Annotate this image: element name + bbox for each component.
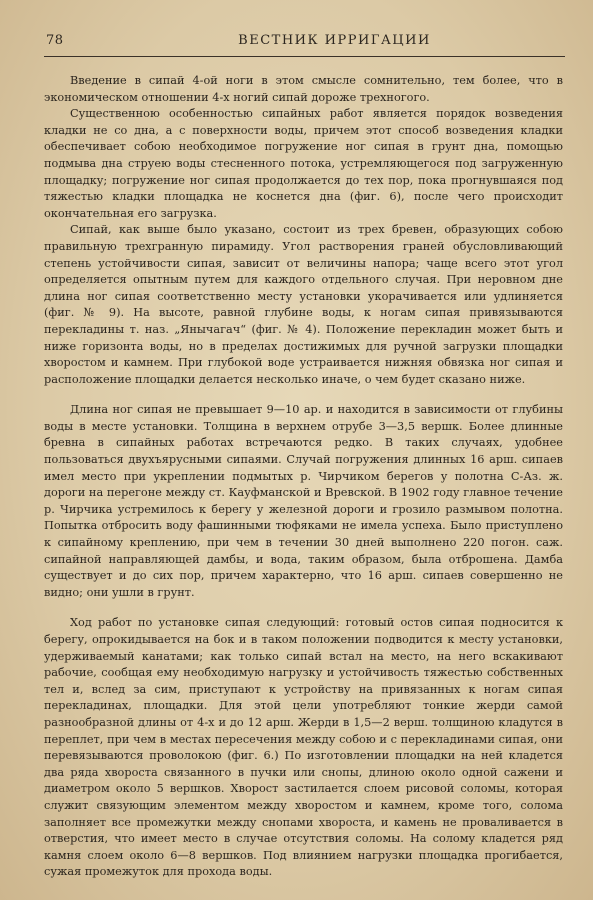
paragraph: Длина ног сипая не превышает 9—10 ар. и находится в зависимости от глубины воды в месте установки. Толщина в верхнем отрубе 3—3,5 вершк. Более длинные бревна в сипайных работах встречаются редко. В таких случаях, удобнее пользоваться двухъярусными сипаями. Случай погружения длинных 16 арш. сипаев имел место при укреплении подмытых р. Чирчиком берегов у полотна С-Аз. ж. дороги на перегоне между ст. Кауфманской и Вревской. В 1902 году главное течение р. Чирчика устремилось к берегу у железной дороги и грозило размывом полотна. Попытка отбросить воду фашинными тюфяками не имела успеха. Было приступлено к сипайному креплению, при чем в течении 30 дней выполнено 220 погон. саж. сипайной направляющей дамбы, и вода, таким образом, была отброшена. Дамба существует и до сих пор, причем характерно, что 16 арш. сипаев совершенно не видно; они ушли в грунт. [44, 403, 563, 599]
page-header [44, 28, 565, 57]
paragraph: Введение в сипай 4-ой ноги в этом смысле сомнительно, тем более, что в экономическом отношении 4-х ногий сипай дороже трехногого. [44, 74, 563, 104]
page-number: 78 [46, 33, 64, 48]
paragraph: Ход работ по установке сипая следующий: готовый остов сипая подносится к берегу, опрокидывается на бок и в таком положении подводится к месту установки, удерживаемый канатами; как только сипай встал на место, на него вскакивают рабочие, сообщая ему необходимую нагрузку и устойчивость тяжестью собственных тел и, вслед за сим, приступают к устройству на привязанных к ногам сипая перекладинах, площадки. Для этой цели употребляют тонкие жерди самой разнообразной длины от 4-х и до 12 арш. Жерди в 1,5—2 верш. толщиною кладутся в переплет, при чем в местах пересечения между собою и с перекладинами сипая, они перевязываются проволокою (фиг. 6.) По изготовлении площадки на ней кладется два ряда хвороста связанного в пучки или снопы, длиною около одной сажени и диаметром около 5 вершков. Хворост застилается слоем рисовой соломы, которая служит связующим элементом между хворостом и камнем, кроме того, солома заполняет все промежутки между снопами хвороста, и камень не проваливается в отверстия, что имеет место в случае отсутствия соломы. На солому кладется ряд камня слоем около 6—8 вершков. Под влиянием нагрузки площадка прогибается, сужая промежуток для прохода воды. [44, 616, 563, 879]
article-body [44, 73, 565, 881]
paragraph: Существенною особенностью сипайных работ является порядок возведения кладки не со дна, а с поверхности воды, причем этот способ возведения кладки обеспечивает собою необходимое погружение ног сипая в грунт дна, помощью подмыва дна струею воды стесненного потока, устремляющегося под загруженную площадку; погружение ног сипая продолжается до тех пор, пока прогнувшаяся под тяжестью кладки площадка не коснется дна (фиг. 6), после чего происходит окончательная его загрузка. [44, 107, 563, 220]
paragraph: Сипай, как выше было указано, состоит из трех бревен, образующих собою правильную трехгранную пирамиду. Угол растворения граней обусловливающий степень устойчивости сипая, зависит от величины напора; чаще всего этот угол определяется опытным путем для каждого отдельного случая. При неровном дне длина ног сипая соответственно месту установки укорачивается или удлиняется (фиг. № 9). На высоте, равной глубине воды, к ногам сипая привязываются перекладины т. наз. „Янычагач“ (фиг. № 4). Положение перекладин может быть и ниже горизонта воды, но в пределах достижимых для ручной загрузки площадки хворостом и камнем. При глубокой воде устраивается нижняя обвязка ног сипая и расположение площадки делается несколько иначе, о чем будет сказано ниже. [44, 223, 563, 386]
running-title: ВЕСТНИК ИРРИГАЦИИ [238, 33, 431, 48]
